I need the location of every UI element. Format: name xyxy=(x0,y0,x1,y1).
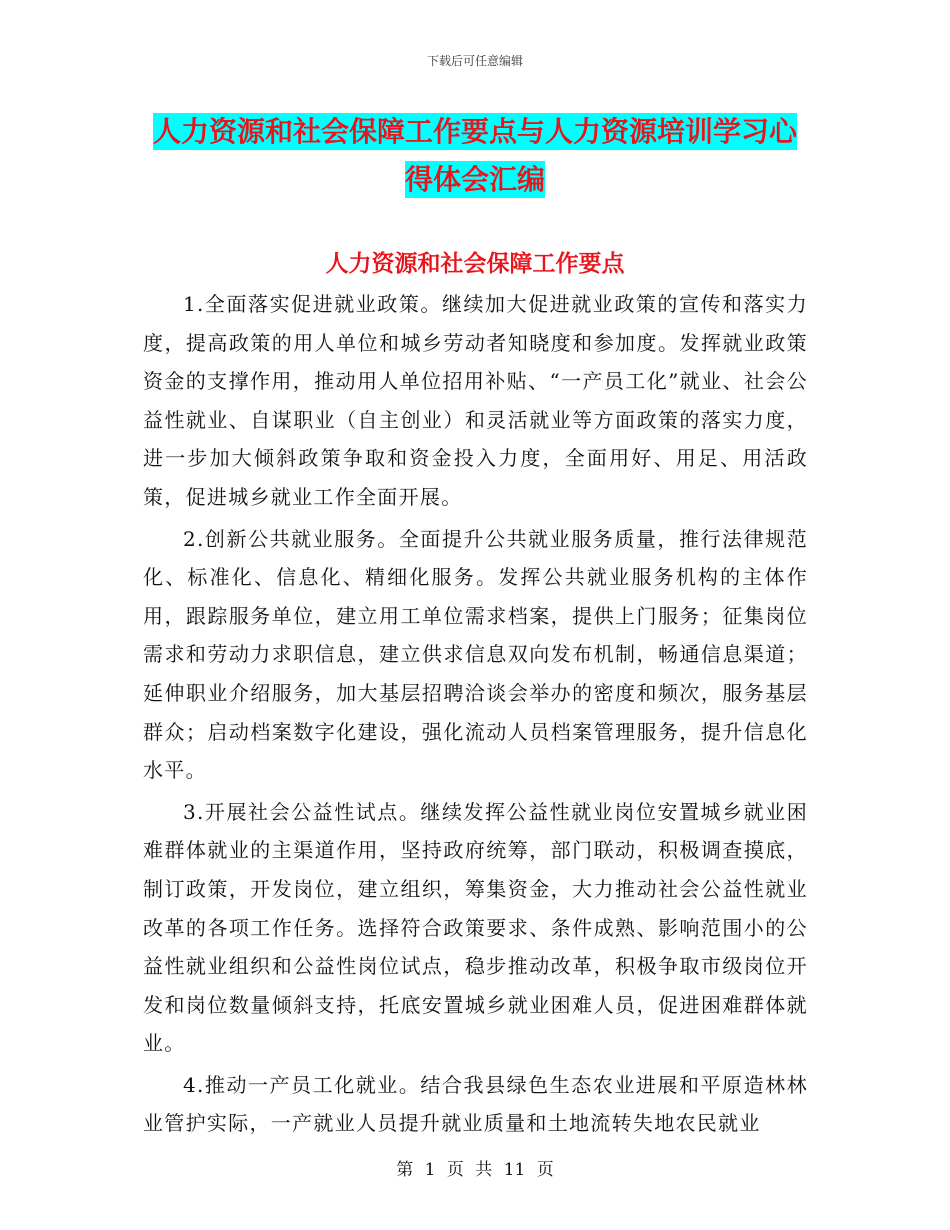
paragraph-3: 3.开展社会公益性试点。继续发挥公益性就业岗位安置城乡就业困难群体就业的主渠道作用，坚持政府统筹，部门联动，积极调查摸底，制订政策，开发岗位，建立组织，筹集资金，大力推动社会公益性就业改革的各项工作任务。选择符合政策要求、条件成熟、影响范围小的公益性就业组织和公益性岗位试点，稳步推动改革，积极争取市级岗位开发和岗位数量倾斜支持，托底安置城乡就业困难人员，促进困难群体就业。 xyxy=(143,799,808,1056)
section-title: 人力资源和社会保障工作要点 xyxy=(325,251,625,277)
paragraph-4: 4.推动一产员工化就业。结合我县绿色生态农业进展和平原造林林业管护实际，一产就业人员提升就业质量和土地流转失地农民就业 xyxy=(143,1072,808,1136)
document-title-text: 人力资源和社会保障工作要点与人力资源培训学习心得体会汇编 xyxy=(152,115,797,196)
header-note: 下载后可任意编辑 xyxy=(426,54,523,68)
paragraph-1: 1.全面落实促进就业政策。继续加大促进就业政策的宣传和落实力度，提高政策的用人单位和城乡劳动者知晓度和参加度。发挥就业政策资金的支撑作用，推动用人单位招用补贴、“一产员工化”就业、社会公益性就业、自谋职业（自主创业）和灵活就业等方面政策的落实力度，进一步加大倾斜政策争取和资金投入力度，全面用好、用足、用活政策，促进城乡就业工作全面开展。 xyxy=(143,292,808,509)
document-body xyxy=(143,285,808,1143)
page-number: 第 1 页 共 11 页 xyxy=(396,1160,554,1180)
document-title xyxy=(145,108,805,204)
paragraph-2: 2.创新公共就业服务。全面提升公共就业服务质量，推行法律规范化、标准化、信息化、精细化服务。发挥公共就业服务机构的主体作用，跟踪服务单位，建立用工单位需求档案，提供上门服务；征集岗位需求和劳动力求职信息，建立供求信息双向发布机制，畅通信息渠道；延伸职业介绍服务，加大基层招聘洽谈会举办的密度和频次，服务基层群众；启动档案数字化建设，强化流动人员档案管理服务，提升信息化水平。 xyxy=(143,526,808,783)
